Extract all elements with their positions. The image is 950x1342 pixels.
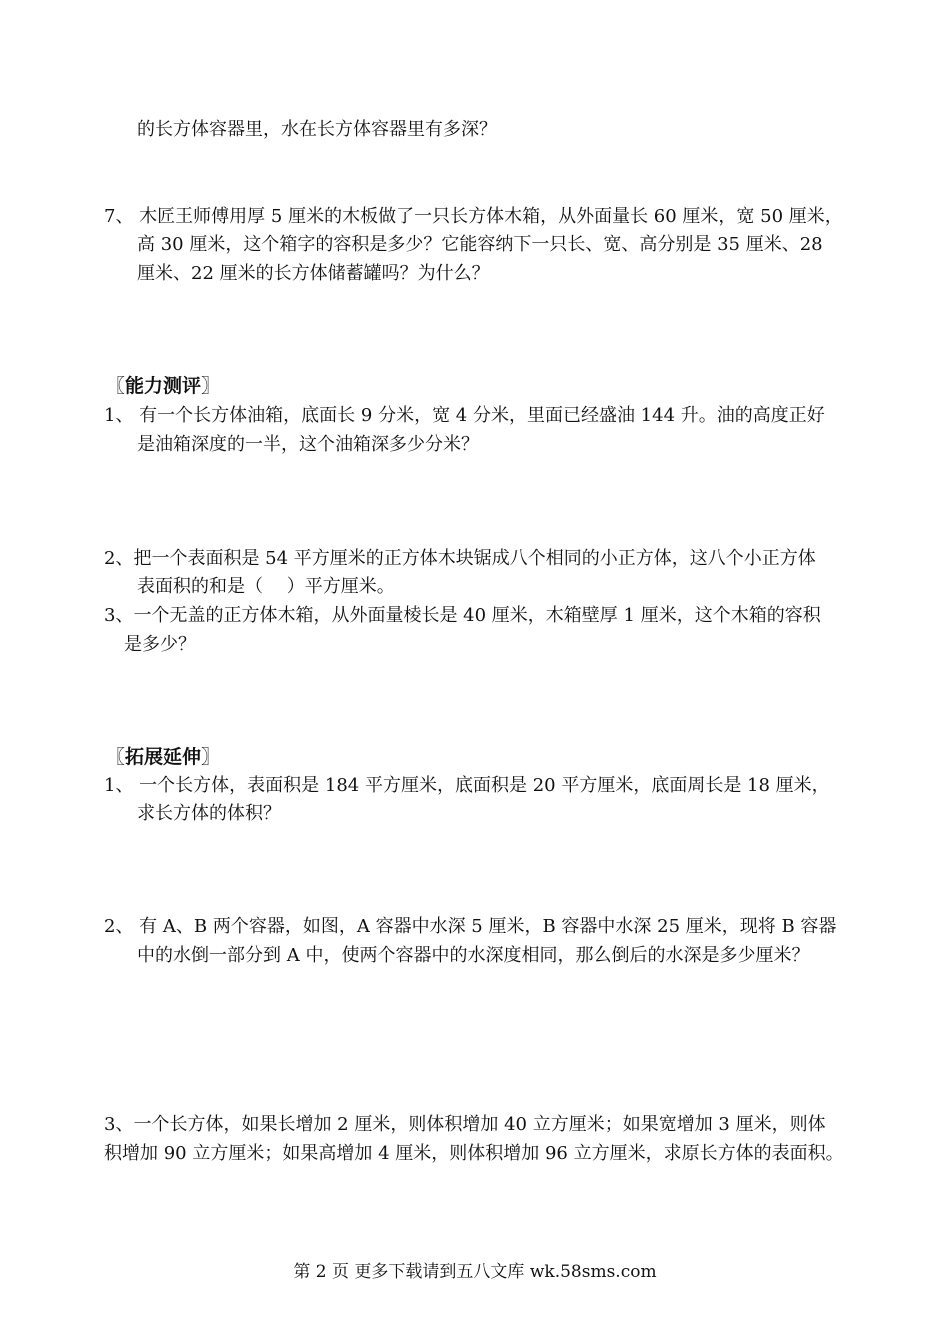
question-line: 3、一个无盖的正方体木箱，从外面量棱长是 40 厘米，木箱壁厚 1 厘米，这个木箱的容积 (104, 605, 821, 626)
question-line: 积增加 90 立方厘米；如果高增加 4 厘米，则体积增加 96 立方厘米，求原长方体的表面积。 (104, 1143, 844, 1164)
continuation-line: 的长方体容器里，水在长方体容器里有多深？ (137, 119, 497, 140)
question-line: 7、 木匠王师傅用厚 5 厘米的木板做了一只长方体木箱，从外面量长 60 厘米，宽 50 厘米， (104, 206, 843, 227)
question-line: 2、把一个表面积是 54 平方厘米的正方体木块锯成八个相同的小正方体，这八个小正方体 (104, 548, 816, 569)
bracket-close: 〗 (201, 375, 221, 397)
question-line: 1、 一个长方体，表面积是 184 平方厘米，底面积是 20 平方厘米，底面周长是 18 厘米， (104, 775, 830, 796)
section-title: 拓展延伸 (125, 746, 202, 768)
section-heading-ability (106, 372, 220, 400)
question-line: 3、一个长方体，如果长增加 2 厘米，则体积增加 40 立方厘米；如果宽增加 3 厘米，则体 (104, 1114, 826, 1135)
question-line: 是多少？ (124, 634, 196, 655)
bracket-open: 〖 (106, 746, 126, 768)
question-line: 2、 有 A、B 两个容器，如图，A 容器中水深 5 厘米，B 容器中水深 25 厘米，现将 B 容器 (104, 916, 837, 937)
page-footer: 第 2 页 更多下载请到五八文库 wk.58sms.com (293, 1262, 657, 1282)
question-line: 1、 有一个长方体油箱，底面长 9 分米，宽 4 分米，里面已经盛油 144 升。油的高度正好 (104, 405, 825, 426)
section-title: 能力测评 (125, 375, 202, 397)
bracket-close: 〗 (201, 746, 221, 768)
question-line: 高 30 厘米，这个箱字的容积是多少？它能容纳下一只长、宽、高分别是 35 厘米、28 (137, 234, 823, 255)
question-line: 厘米、22 厘米的长方体储蓄罐吗？为什么？ (137, 263, 490, 284)
question-line: 是油箱深度的一半，这个油箱深多少分米？ (137, 434, 479, 455)
bracket-open: 〖 (106, 375, 126, 397)
question-line: 中的水倒一部分到 A 中，使两个容器中的水深度相同，那么倒后的水深是多少厘米？ (137, 945, 810, 966)
question-line: 表面积的和是（ ）平方厘米。 (137, 576, 395, 597)
question-line: 求长方体的体积？ (137, 803, 281, 824)
section-heading-extend (106, 743, 220, 771)
